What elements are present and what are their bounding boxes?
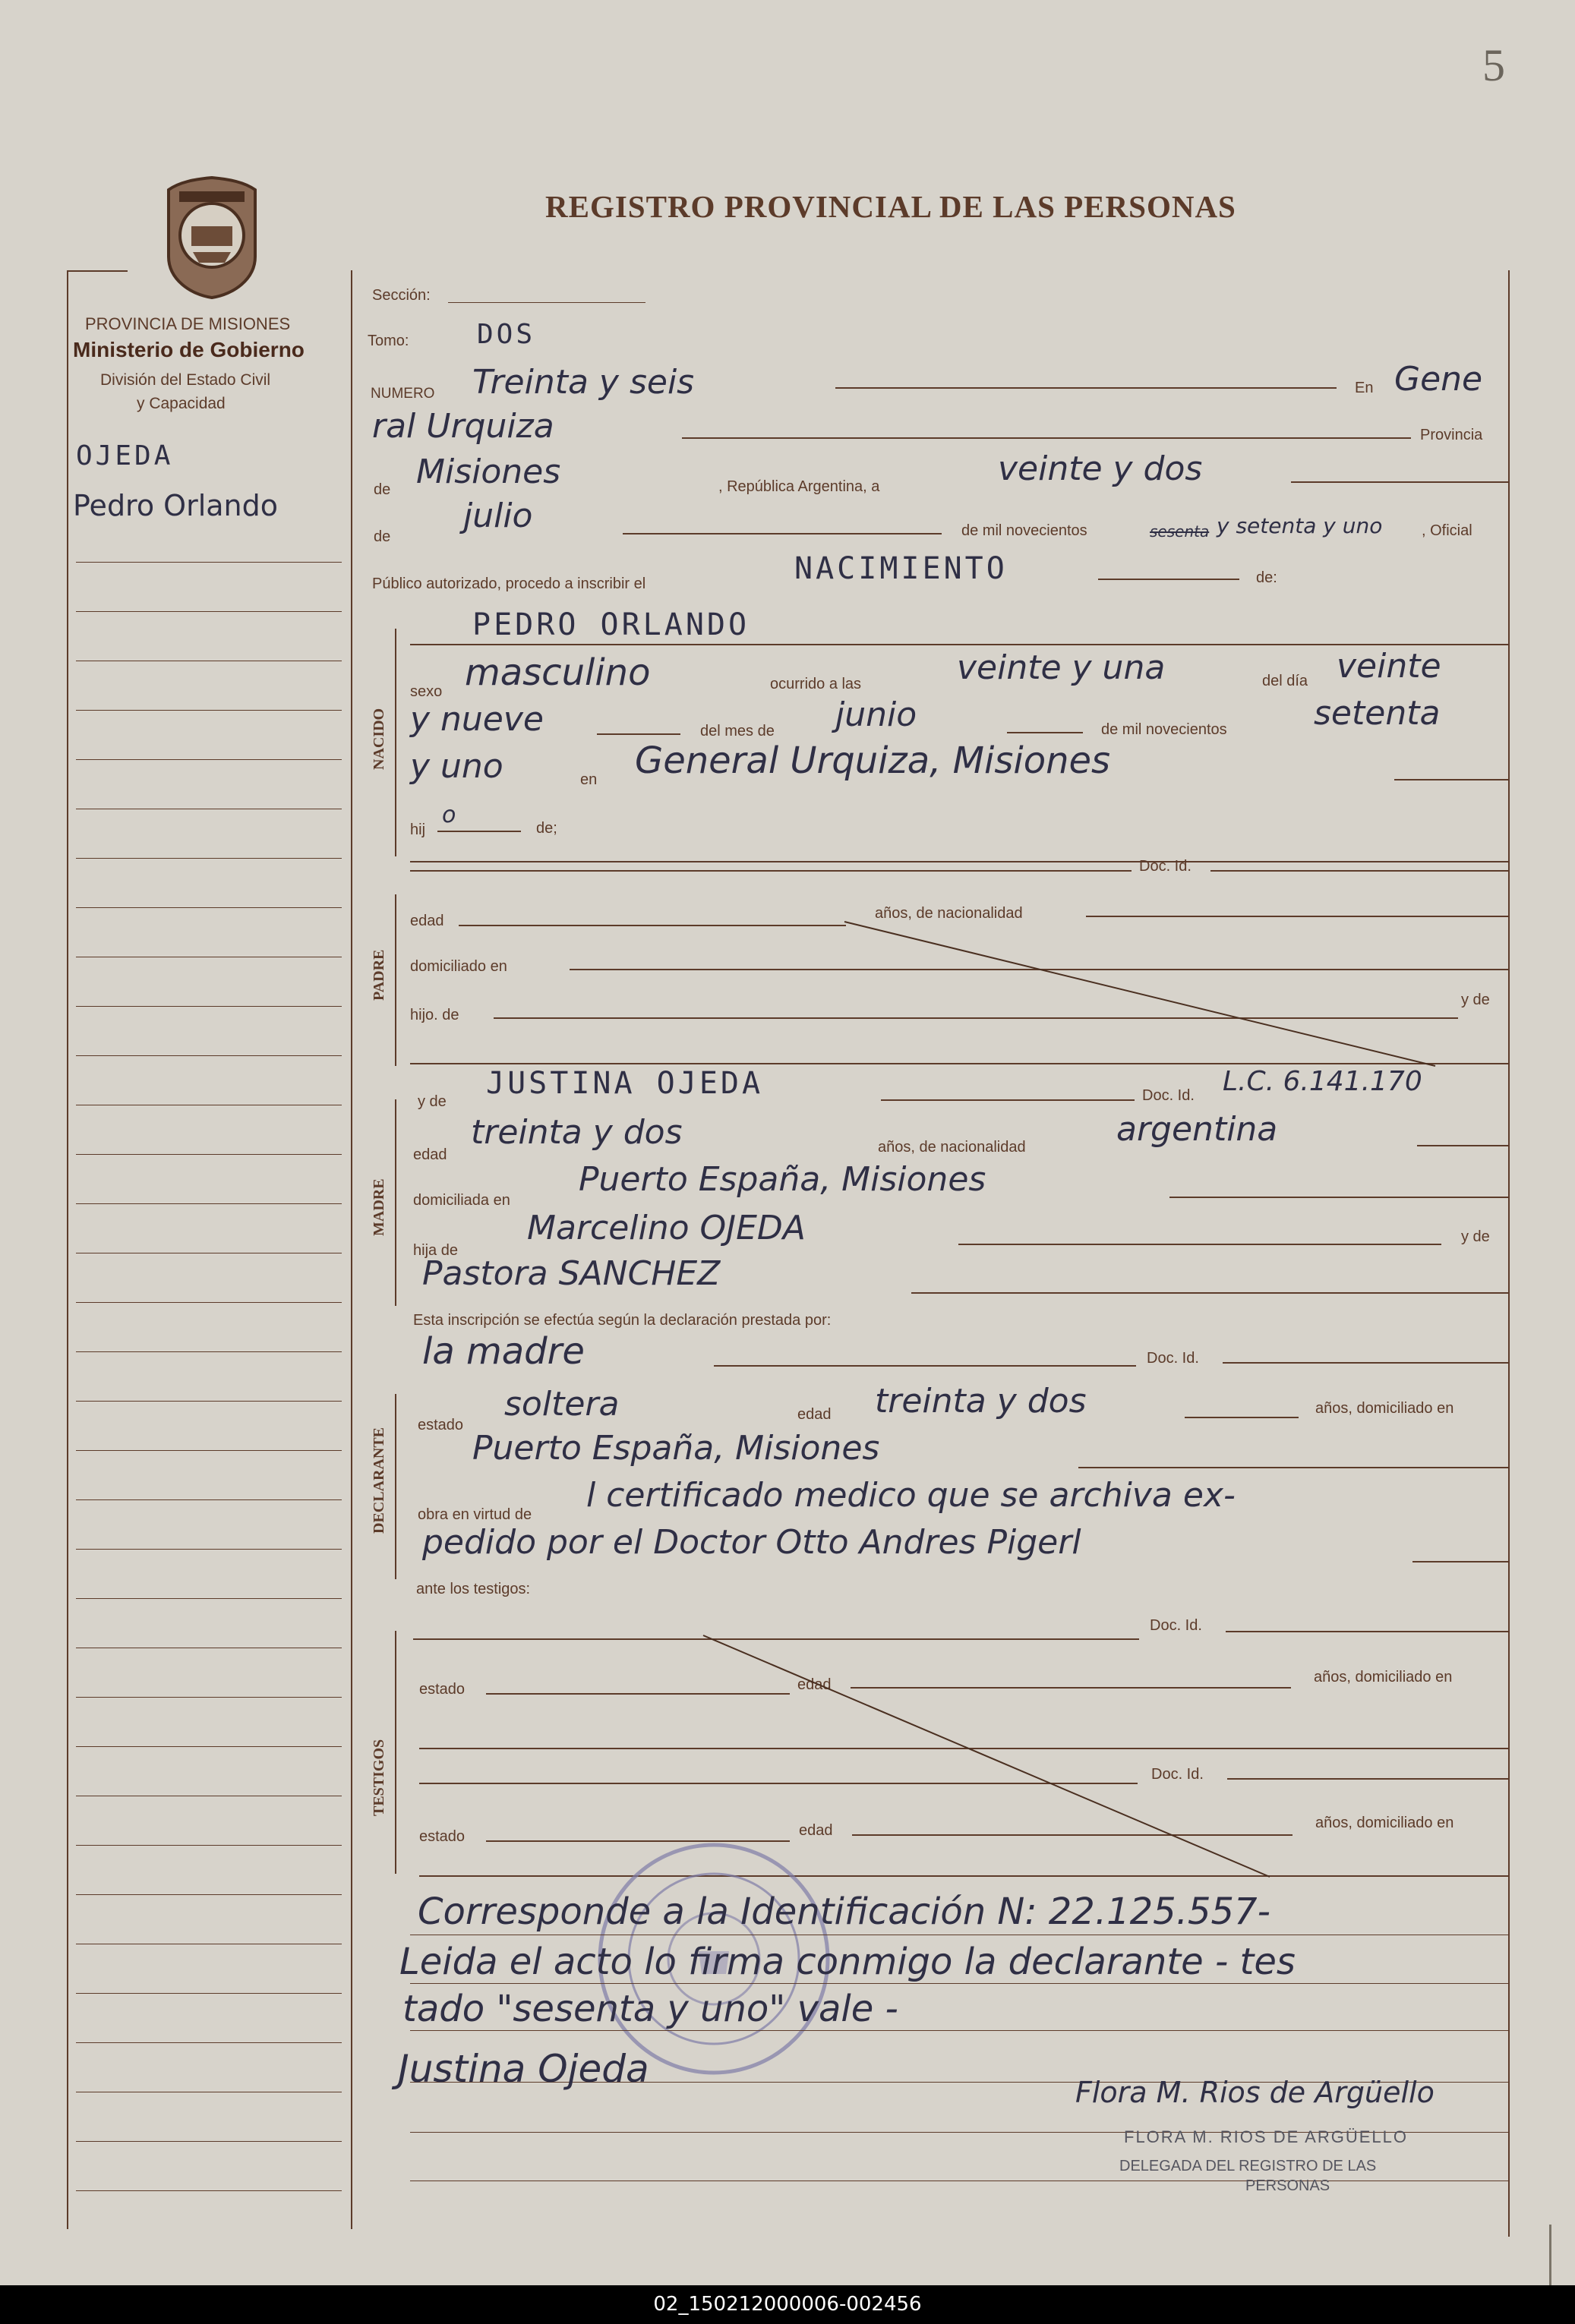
left-rule (76, 907, 342, 908)
label-del-dia: del día (1262, 673, 1308, 689)
left-rule (76, 2042, 342, 2043)
label-edad-declarante: edad (797, 1406, 832, 1423)
obra-value-1: l certificado medico que se archiva ex- (586, 1476, 1236, 1515)
provincia-value: Misiones (416, 453, 561, 491)
left-rule (76, 1598, 342, 1599)
label-anos-nac-padre: años, de nacionalidad (875, 905, 1023, 922)
left-column-border (67, 270, 68, 2229)
obra-line (1412, 1561, 1508, 1562)
hora-value: veinte y una (957, 648, 1166, 687)
label-anos-dom-declarante: años, domiciliado en (1315, 1400, 1454, 1417)
left-rule (76, 562, 342, 563)
left-rule (76, 1993, 342, 1994)
lugar-value-1: Gene (1394, 360, 1483, 399)
declarante-dom-line (1078, 1467, 1508, 1468)
madre-madre-value: Pastora SANCHEZ (422, 1254, 721, 1293)
label-hijo-de-padre: hijo. de (410, 1007, 459, 1023)
label-doc-id-testigo-2: Doc. Id. (1151, 1766, 1204, 1783)
label-doc-id-testigo-1: Doc. Id. (1150, 1617, 1202, 1634)
label-domiciliada-madre: domiciliada en (413, 1192, 510, 1209)
official-title-1: DELEGADA DEL REGISTRO DE LAS (1119, 2158, 1377, 2174)
label-edad-padre: edad (410, 913, 444, 929)
label-estado-testigo-1: estado (419, 1681, 466, 1698)
label-y-de-madre: y de (418, 1093, 447, 1110)
coat-of-arms-icon (149, 173, 275, 302)
left-rule (76, 1055, 342, 1056)
ano-inscripcion-value: y setenta y uno (1217, 513, 1383, 538)
footer-id-bar (0, 2285, 1575, 2324)
nacido-bracket (395, 629, 396, 856)
footer-id: 02_150212000006-002456 (653, 2293, 922, 2316)
left-rule (76, 1006, 342, 1007)
label-anos-dom-testigo-2: años, domiciliado en (1315, 1815, 1454, 1831)
label-edad-testigo-1: edad (797, 1676, 832, 1693)
declarante-estado-value: soltera (504, 1385, 620, 1424)
label-oficial: , Oficial (1422, 522, 1472, 539)
ano-nac-value-2: y uno (410, 747, 503, 786)
nacido-end-line (410, 861, 1508, 862)
hijo-line (437, 831, 521, 832)
label-republica: , República Argentina, a (718, 478, 880, 495)
label-de-semicolon: de; (536, 820, 557, 837)
label-de-mes: de (374, 528, 391, 545)
sexo-value: masculino (465, 651, 651, 694)
padre-doc-line (1210, 870, 1508, 872)
label-numero: NUMERO (371, 386, 435, 402)
padre-name-line (410, 870, 1132, 872)
section-padre: PADRE (371, 949, 387, 1001)
label-hija-de-madre: hija de (413, 1242, 458, 1259)
numero-value: Treinta y seis (472, 363, 695, 402)
label-estado-testigo-2: estado (419, 1828, 466, 1845)
left-rule (76, 1203, 342, 1204)
ano-nac-value-1: setenta (1314, 694, 1441, 733)
madre-nombre-value: JUSTINA OJEDA (486, 1066, 764, 1101)
madre-nac-line (1417, 1145, 1508, 1146)
left-rule (76, 1302, 342, 1303)
madre-padre-value: Marcelino OJEDA (527, 1209, 806, 1247)
declarante-domicilio-value: Puerto España, Misiones (472, 1429, 880, 1468)
declarante-edad-value: treinta y dos (875, 1382, 1087, 1421)
padre-edad-line (459, 925, 846, 926)
dia-nac-value-2: y nueve (410, 700, 544, 739)
label-domiciliado-padre: domiciliado en (410, 958, 507, 975)
testigos-bracket (395, 1631, 396, 1874)
madre-madre-line (911, 1292, 1508, 1294)
signature-declarante: Justina Ojeda (398, 2047, 649, 2091)
org-line-3: División del Estado Civil (100, 371, 271, 389)
org-line-4: y Capacidad (137, 395, 226, 412)
note-rule-2 (410, 1983, 1508, 1984)
mes-nac-value: junio (835, 695, 917, 734)
label-y-de-madre-2: y de (1461, 1228, 1490, 1245)
label-publico: Público autorizado, procedo a inscribir el (372, 575, 646, 592)
left-rule (76, 1697, 342, 1698)
nombre-line (410, 644, 1508, 645)
numero-line (835, 387, 1337, 389)
lugar-line (682, 437, 1411, 439)
dia-inscripcion-value: veinte y dos (998, 449, 1203, 488)
label-doc-id-padre: Doc. Id. (1139, 858, 1192, 875)
madre-doc-value: L.C. 6.141.170 (1223, 1066, 1422, 1097)
acto-value: NACIMIENTO (794, 551, 1008, 586)
left-rule (76, 1401, 342, 1402)
nombre-value: PEDRO ORLANDO (472, 607, 750, 642)
padre-bracket (395, 894, 396, 1066)
lugar-nac-value: General Urquiza, Misiones (635, 739, 1111, 782)
label-de-provincia: de (374, 481, 391, 498)
section-declarante: DECLARANTE (371, 1427, 387, 1534)
madre-dom-line (1169, 1197, 1508, 1198)
label-anos-dom-testigo-1: años, domiciliado en (1314, 1669, 1453, 1685)
label-ocurrido: ocurrido a las (770, 676, 862, 692)
label-seccion: Sección: (372, 287, 431, 304)
left-rule (76, 611, 342, 612)
mes-line (623, 533, 942, 534)
label-mil-novecientos: de mil novecientos (961, 522, 1087, 539)
madre-domicilio-value: Puerto España, Misiones (579, 1160, 986, 1199)
label-del-mes: del mes de (700, 723, 775, 739)
top-border-left (67, 270, 128, 272)
official-title-2: PERSONAS (1245, 2177, 1330, 2194)
declarante-value: la madre (422, 1330, 585, 1373)
label-y-de-padre: y de (1461, 992, 1490, 1008)
column-divider (351, 270, 352, 2229)
obra-value-2: pedido por el Doctor Otto Andres Pigerl (422, 1523, 1081, 1562)
left-rule (76, 710, 342, 711)
label-edad-testigo-2: edad (799, 1822, 833, 1839)
dia-nac-line (597, 733, 680, 735)
left-rule (76, 1351, 342, 1352)
label-estado-declarante: estado (418, 1417, 464, 1433)
tomo-value: DOS (477, 319, 536, 350)
label-en-2: en (580, 771, 598, 788)
signature-oficial: Flora M. Rios de Argüello (1075, 2076, 1435, 2109)
page-title: REGISTRO PROVINCIAL DE LAS PERSONAS (545, 189, 1236, 224)
org-line-1: PROVINCIA DE MISIONES (85, 314, 291, 333)
left-rule (76, 759, 342, 760)
dia-nac-value-1: veinte (1337, 647, 1441, 686)
label-mil-novecientos-2: de mil novecientos (1101, 721, 1227, 738)
label-de-colon: de: (1256, 569, 1277, 586)
left-rule (76, 858, 342, 859)
label-inscripcion: Esta inscripción se efectúa según la declaración prestada por: (413, 1312, 832, 1329)
left-rule (76, 1845, 342, 1846)
mes-inscripcion-value: julio (463, 497, 533, 535)
acto-line (1098, 579, 1239, 580)
label-provincia: Provincia (1420, 427, 1483, 443)
section-testigos: TESTIGOS (371, 1739, 387, 1816)
declarante-bracket (395, 1394, 396, 1579)
left-rule (76, 2190, 342, 2191)
note-line-2: Leida el acto lo firma conmigo la declarante - tes (399, 1941, 1296, 1983)
section-madre: MADRE (371, 1178, 387, 1236)
label-tomo: Tomo: (368, 333, 409, 349)
label-edad-madre: edad (413, 1146, 447, 1163)
section-nacido: NACIDO (371, 708, 387, 770)
label-ante: ante los testigos: (416, 1581, 531, 1597)
madre-bracket (395, 1099, 396, 1306)
label-en: En (1355, 380, 1374, 396)
page-number: 5 (1482, 40, 1505, 90)
padre-nac-line (1086, 916, 1508, 917)
madre-edad-value: treinta y dos (471, 1113, 683, 1152)
note-line-3: tado "sesenta y uno" vale - (402, 1988, 898, 2030)
fecha-line (1291, 481, 1508, 483)
madre-nombre-line (881, 1099, 1135, 1101)
left-rule (76, 1746, 342, 1747)
madre-hija-line (958, 1244, 1441, 1245)
label-hij: hij (410, 821, 426, 838)
declarante-doc-line (1223, 1362, 1508, 1364)
struck-word: sesenta (1150, 522, 1210, 541)
left-given-names: Pedro Orlando (73, 489, 279, 522)
official-name: FLORA M. RIOS DE ARGÜELLO (1124, 2127, 1408, 2146)
lugar-nac-line (1394, 779, 1508, 780)
page-edge-mark (1549, 2225, 1551, 2285)
lugar-value-2: ral Urquiza (372, 407, 554, 446)
label-sexo: sexo (410, 683, 443, 700)
hijo-suffix-value: o (442, 802, 456, 828)
right-border (1508, 270, 1510, 2237)
madre-nacionalidad-value: argentina (1116, 1110, 1278, 1149)
padre-cancel-stroke (835, 919, 1443, 1071)
note-rule-3 (410, 2030, 1508, 2031)
note-line-1: Corresponde a la Identificación N: 22.125.557- (418, 1890, 1270, 1933)
label-anos-nac-madre: años, de nacionalidad (878, 1139, 1026, 1156)
seccion-line (448, 302, 645, 303)
left-rule (76, 1154, 342, 1155)
left-rule (76, 1499, 342, 1500)
label-doc-id-madre: Doc. Id. (1142, 1087, 1195, 1104)
declarante-edad-line (1185, 1417, 1299, 1418)
left-rule (76, 1549, 342, 1550)
org-line-2: Ministerio de Gobierno (73, 338, 305, 361)
label-obra: obra en virtud de (418, 1506, 532, 1523)
label-doc-id-declarante: Doc. Id. (1147, 1350, 1199, 1367)
left-rule (76, 1450, 342, 1451)
left-surname: OJEDA (76, 440, 174, 471)
left-rule (76, 1894, 342, 1895)
declarante-line (714, 1365, 1136, 1367)
left-rule (76, 2141, 342, 2142)
mes-nac-line (1007, 732, 1083, 733)
